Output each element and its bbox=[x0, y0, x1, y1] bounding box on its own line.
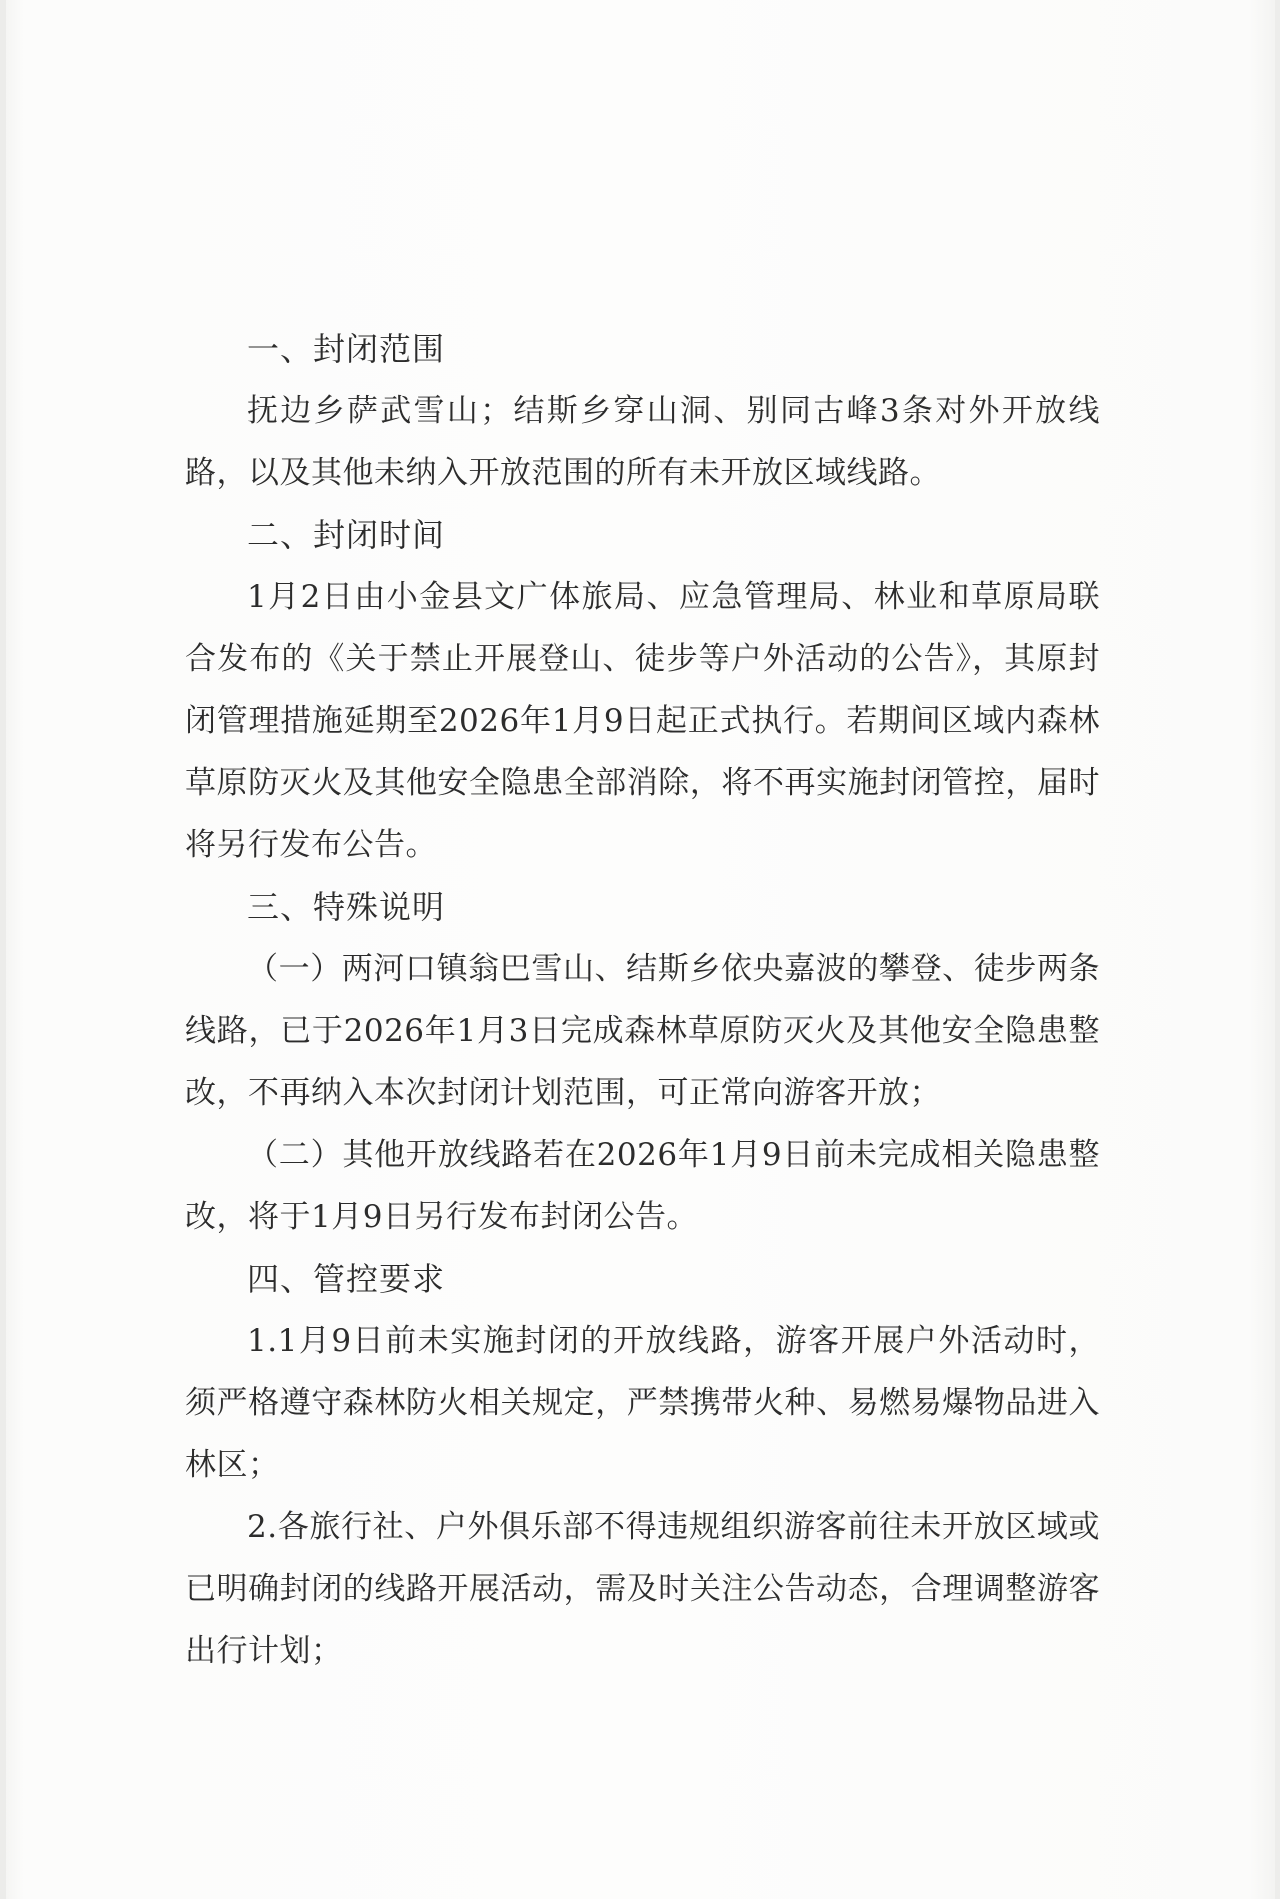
section-paragraph: 2.各旅行社、户外俱乐部不得违规组织游客前往未开放区域或已明确封闭的线路开展活动，需及时关注公告动态，合理调整游客出行计划； bbox=[185, 1509, 1100, 1669]
section-heading-time: 二、封闭时间 bbox=[247, 516, 446, 554]
scan-edge-right bbox=[1275, 0, 1280, 1899]
section-paragraph: 1月2日由小金县文广体旅局、应急管理局、林业和草原局联合发布的《关于禁止开展登山、徒步等户外活动的公告》，其原封闭管理措施延期至2026年1月9日起正式执行。若期间区域内森林草原防灭火及其他安全隐患全部消除，将不再实施封闭管控，届时将另行发布公告。 bbox=[185, 579, 1100, 863]
scan-edge-left bbox=[0, 0, 6, 1899]
section-heading-control-requirements: 四、管控要求 bbox=[247, 1260, 446, 1298]
section-paragraph: 1.1月9日前未实施封闭的开放线路，游客开展户外活动时，须严格遵守森林防火相关规定，严禁携带火种、易燃易爆物品进入林区； bbox=[185, 1323, 1100, 1483]
section-paragraph: （二）其他开放线路若在2026年1月9日前未完成相关隐患整改，将于1月9日另行发布封闭公告。 bbox=[185, 1137, 1100, 1235]
section-heading-special-notes: 三、特殊说明 bbox=[247, 888, 446, 926]
section-paragraph: （一）两河口镇翁巴雪山、结斯乡依央嘉波的攀登、徒步两条线路，已于2026年1月3日完成森林草原防灭火及其他安全隐患整改，不再纳入本次封闭计划范围，可正常向游客开放； bbox=[185, 951, 1100, 1111]
section-heading-scope: 一、封闭范围 bbox=[247, 330, 446, 368]
document-body bbox=[185, 318, 1100, 1682]
section-paragraph: 抚边乡萨武雪山；结斯乡穿山洞、别同古峰3条对外开放线路，以及其他未纳入开放范围的所有未开放区域线路。 bbox=[185, 393, 1100, 491]
